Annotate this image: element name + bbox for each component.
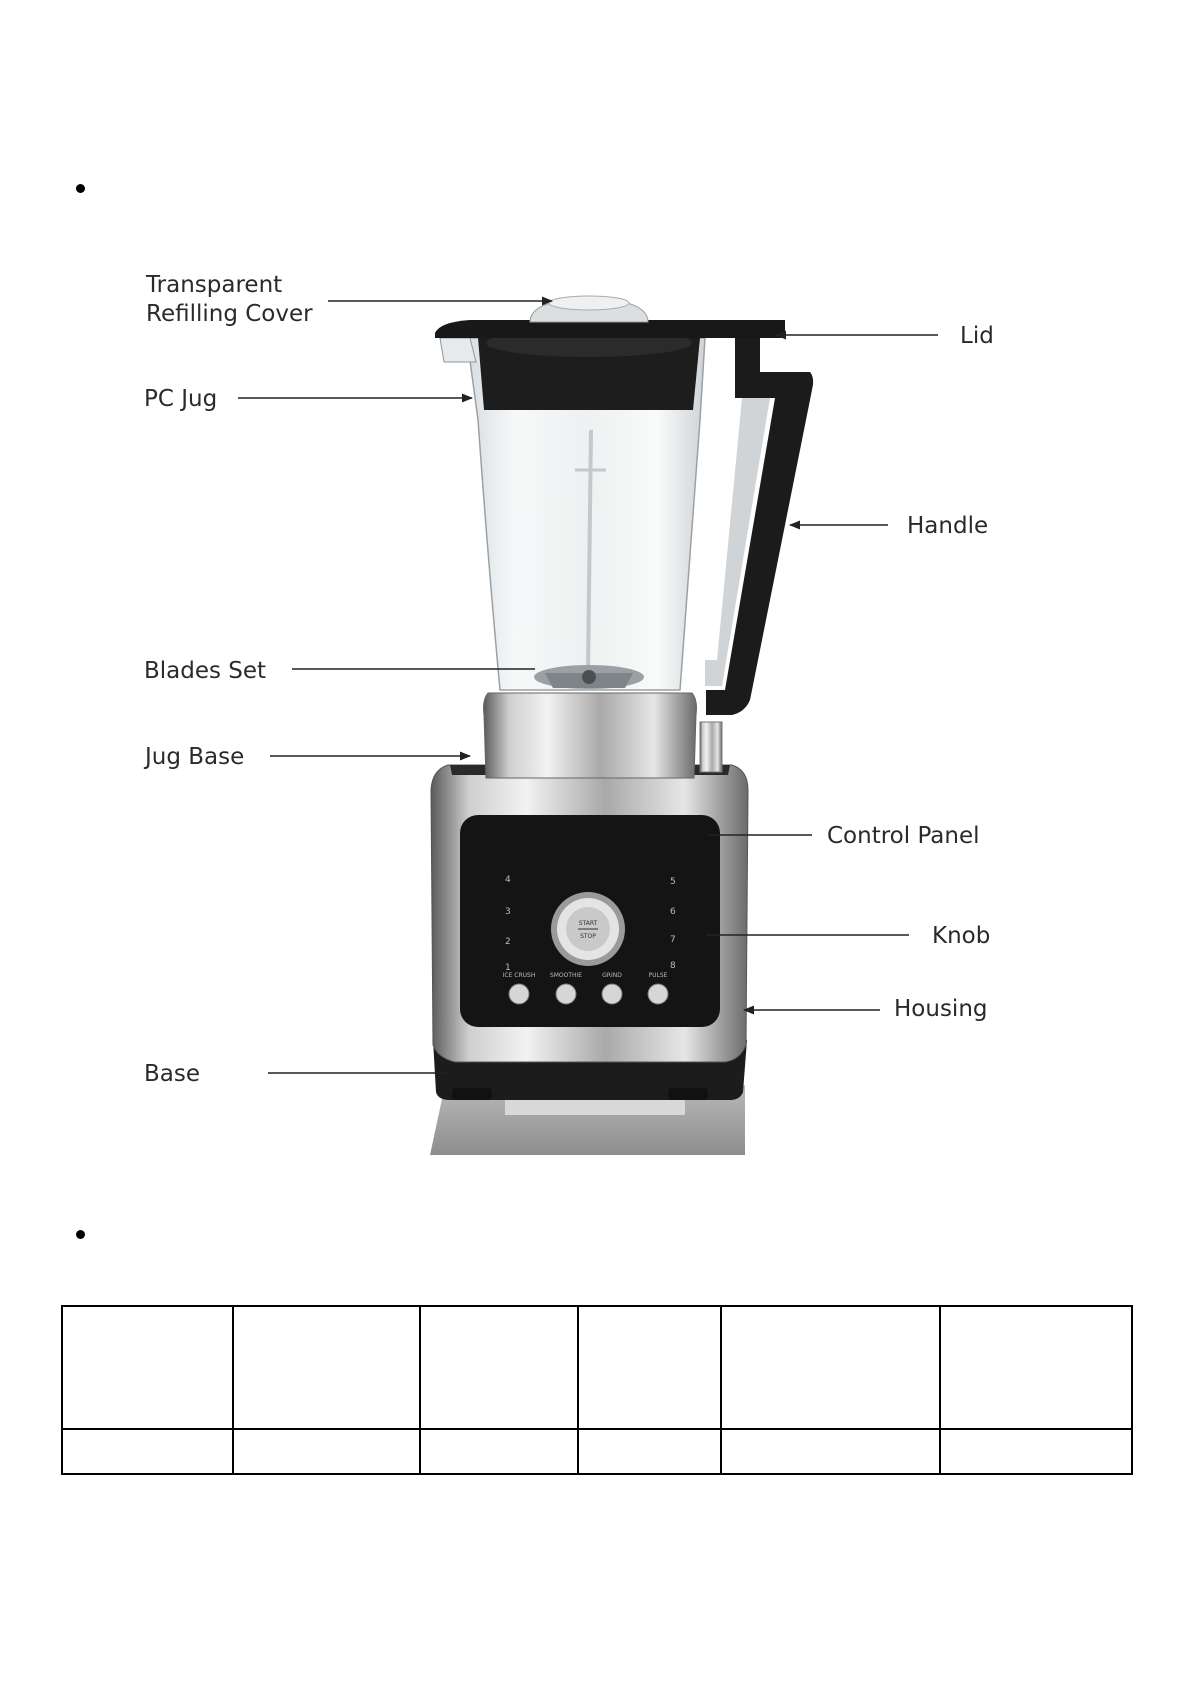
knob-start-text: START: [578, 920, 598, 927]
table-header-cell: [233, 1306, 420, 1429]
pulse-button: [648, 984, 668, 1004]
table-header-row: [62, 1306, 1132, 1429]
speed-number: 3: [505, 907, 511, 917]
specification-table: [61, 1305, 1133, 1475]
label-transparent-refilling-cover: Transparent: [146, 272, 283, 298]
table-header-cell: [578, 1306, 721, 1429]
label-transparent-refilling-cover-2: Refilling Cover: [146, 301, 313, 327]
speed-number: 8: [670, 961, 676, 971]
label-jug-base: Jug Base: [145, 744, 245, 770]
handle: [705, 338, 813, 715]
label-pc-jug: PC Jug: [144, 386, 218, 412]
label-base: Base: [144, 1061, 201, 1087]
table-cell: [233, 1429, 420, 1474]
button-label: SMOOTHIE: [549, 972, 583, 979]
table-header-cell: [62, 1306, 233, 1429]
button-label: ICE CRUSH: [502, 972, 536, 979]
table-cell: [721, 1429, 940, 1474]
grind-button: [602, 984, 622, 1004]
table-cell: [578, 1429, 721, 1474]
table-row: [62, 1429, 1132, 1474]
speed-number: 1: [505, 963, 511, 973]
speed-number: 6: [670, 907, 676, 917]
table-header-cell: [721, 1306, 940, 1429]
jug-base: [484, 693, 723, 778]
label-handle: Handle: [907, 513, 989, 539]
pc-jug: [440, 329, 705, 690]
knob: [551, 892, 625, 966]
table-cell: [420, 1429, 578, 1474]
speed-number: 5: [670, 877, 676, 887]
knob-stop-text: STOP: [580, 933, 596, 940]
speed-number: 2: [505, 937, 511, 947]
label-control-panel: Control Panel: [827, 823, 980, 849]
button-label: PULSE: [648, 972, 668, 979]
label-housing: Housing: [894, 996, 988, 1022]
label-knob: Knob: [932, 923, 991, 949]
table-header-cell: [940, 1306, 1132, 1429]
transparent-refilling-cover: [530, 296, 648, 322]
smoothie-button: [556, 984, 576, 1004]
label-lid: Lid: [960, 323, 994, 349]
button-label: GRIND: [602, 972, 622, 979]
ice-crush-button: [509, 984, 529, 1004]
table-cell: [62, 1429, 233, 1474]
label-blades-set: Blades Set: [144, 658, 267, 684]
speed-number: 7: [670, 935, 676, 945]
blades-set: [534, 665, 644, 689]
bullet-2: [76, 1230, 85, 1239]
table-header-cell: [420, 1306, 578, 1429]
lid: [435, 320, 785, 338]
table-cell: [940, 1429, 1132, 1474]
speed-number: 4: [505, 875, 511, 885]
control-panel: [460, 815, 720, 1027]
